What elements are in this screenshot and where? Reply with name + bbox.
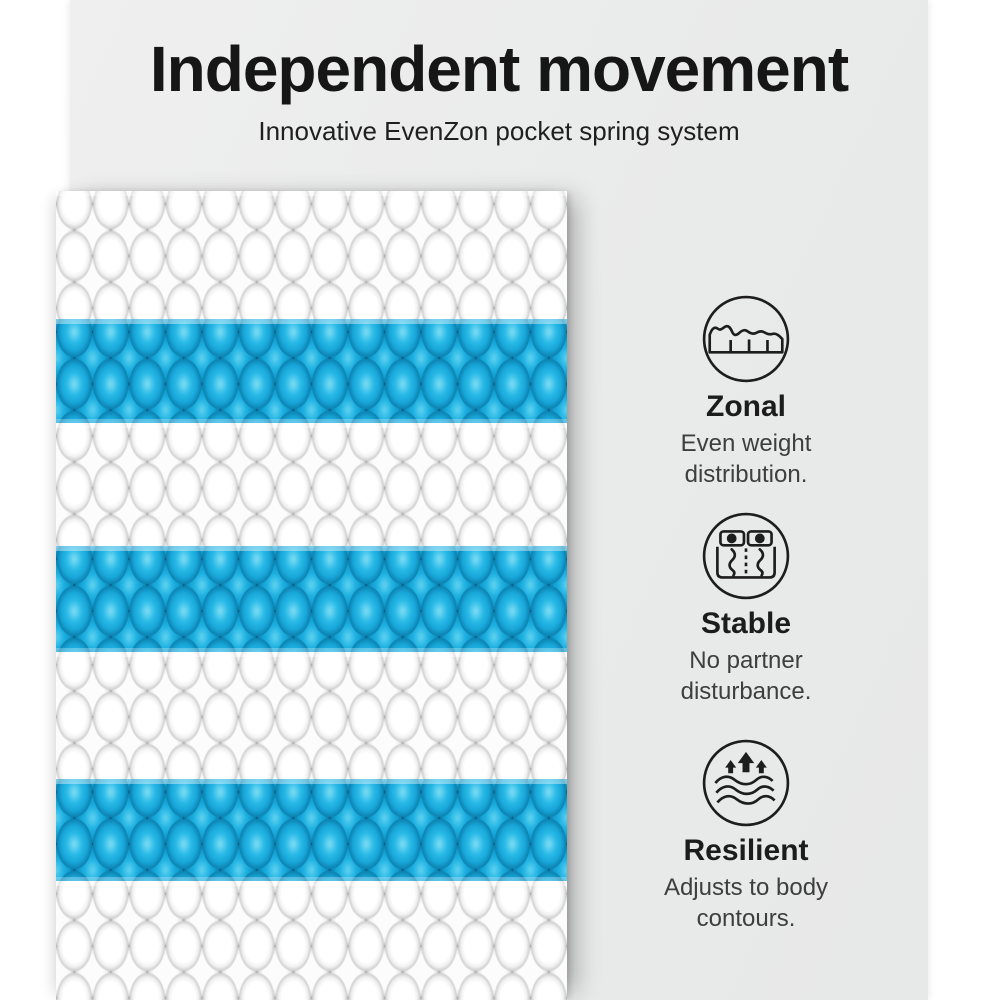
feature-stable: [631, 510, 861, 707]
resilient-waves-icon: [700, 737, 792, 829]
zonal-mattress-icon: [700, 293, 792, 385]
couple-bed-icon: [700, 510, 792, 602]
feature-zonal: [631, 293, 861, 490]
spring-band-blue: [56, 546, 567, 652]
feature-description: Even weight distribution.: [680, 429, 812, 488]
spring-band-blue: [56, 779, 567, 881]
page-subtitle: Innovative EvenZon pocket spring system: [258, 115, 740, 146]
feature-title: Zonal: [706, 390, 786, 423]
feature-title: Stable: [700, 607, 792, 640]
spring-band-white: [56, 881, 567, 1000]
pocket-spring-photo: [56, 191, 567, 1000]
spring-band-white: [56, 652, 567, 779]
spring-band-white: [56, 191, 567, 319]
feature-resilient: [631, 737, 861, 934]
feature-title: Resilient: [683, 834, 809, 867]
header: [70, 34, 928, 148]
spring-band-blue: [56, 319, 567, 423]
page-title: Independent movement: [149, 33, 849, 105]
feature-description: No partner disturbance.: [680, 646, 812, 705]
spring-band-white: [56, 423, 567, 546]
feature-description: Adjusts to body contours.: [663, 873, 829, 932]
